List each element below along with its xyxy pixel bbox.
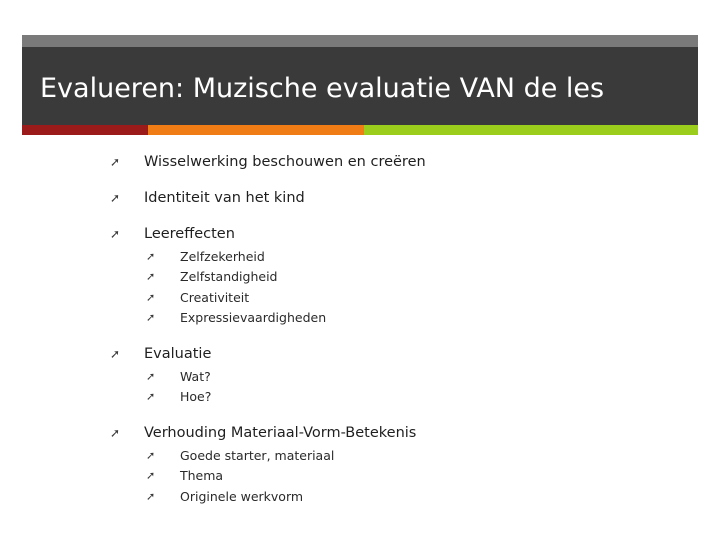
list-item-row	[110, 421, 690, 445]
sub-list-item-label: Originele werkvorm	[180, 488, 304, 504]
sub-list-item-label: Hoe?	[180, 389, 212, 405]
list-item-label: Wisselwerking beschouwen en creëren	[144, 154, 426, 170]
arrow-bullet-icon: ➚	[110, 347, 121, 361]
slide-title: Evalueren: Muzische evaluatie VAN de les	[40, 73, 605, 104]
list-item	[110, 421, 690, 509]
arrow-bullet-icon: ➚	[146, 489, 156, 503]
bullet-list	[110, 150, 690, 509]
sub-list-item	[146, 267, 690, 288]
sub-list-item	[146, 287, 690, 308]
sub-list-item-label: Goede starter, materiaal	[180, 447, 335, 463]
arrow-bullet-icon: ➚	[110, 191, 121, 205]
sub-list-item	[146, 366, 690, 387]
sub-list-item-label: Zelfstandigheid	[180, 269, 278, 285]
list-item-row	[110, 342, 690, 366]
list-item	[110, 186, 690, 210]
sub-list	[110, 445, 690, 509]
list-item-row	[110, 222, 690, 246]
sub-list-item	[146, 246, 690, 267]
sub-list-item	[146, 445, 690, 466]
accent-segment-green	[364, 125, 698, 135]
list-item	[110, 222, 690, 330]
arrow-bullet-icon: ➚	[110, 426, 121, 440]
list-item-label: Evaluatie	[144, 346, 212, 362]
arrow-bullet-icon: ➚	[146, 311, 156, 325]
accent-segment-orange	[148, 125, 364, 135]
sub-list	[110, 366, 690, 409]
sub-list-item-label: Thema	[180, 468, 224, 484]
arrow-bullet-icon: ➚	[146, 249, 156, 263]
list-item	[110, 150, 690, 174]
arrow-bullet-icon: ➚	[110, 227, 121, 241]
sub-list	[110, 246, 690, 330]
sub-list-item	[146, 308, 690, 329]
accent-segment-red	[22, 125, 148, 135]
arrow-bullet-icon: ➚	[146, 290, 156, 304]
arrow-bullet-icon: ➚	[146, 270, 156, 284]
sub-list-item	[146, 486, 690, 507]
arrow-bullet-icon: ➚	[146, 469, 156, 483]
title-bar	[22, 47, 698, 125]
sub-list-item-label: Zelfzekerheid	[180, 248, 265, 264]
sub-list-item	[146, 387, 690, 408]
list-item-row	[110, 150, 690, 174]
list-item-label: Identiteit van het kind	[144, 190, 305, 206]
sub-list-item-label: Expressievaardigheden	[180, 310, 327, 326]
arrow-bullet-icon: ➚	[146, 448, 156, 462]
list-item-label: Leereffecten	[144, 226, 235, 242]
arrow-bullet-icon: ➚	[110, 155, 121, 169]
list-item	[110, 342, 690, 409]
accent-bar	[22, 125, 698, 135]
list-item-row	[110, 186, 690, 210]
list-item-label: Verhouding Materiaal-Vorm-Betekenis	[144, 425, 417, 441]
top-strip	[22, 35, 698, 47]
sub-list-item-label: Creativiteit	[180, 289, 250, 305]
sub-list-item	[146, 466, 690, 487]
sub-list-item-label: Wat?	[180, 368, 211, 384]
arrow-bullet-icon: ➚	[146, 390, 156, 404]
arrow-bullet-icon: ➚	[146, 369, 156, 383]
